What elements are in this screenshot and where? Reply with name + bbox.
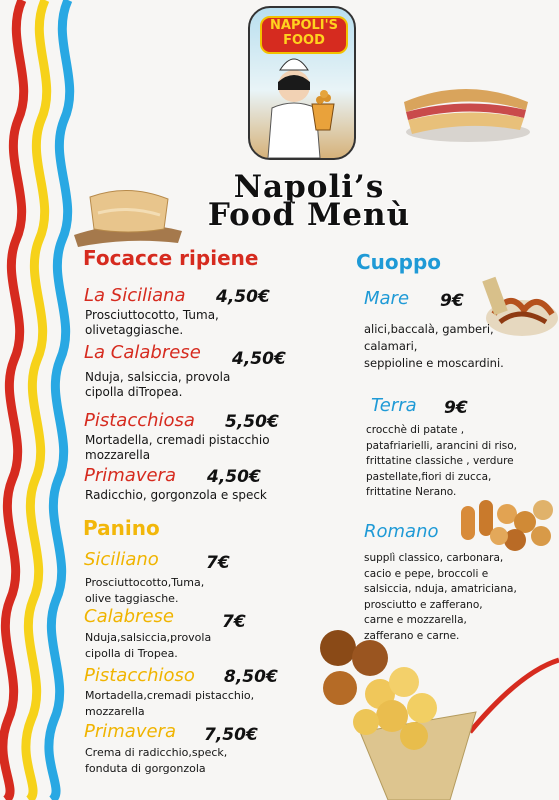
panino-item-name: Calabrese (84, 606, 174, 627)
focaccia-photo (72, 183, 184, 247)
cuoppo-item-name: Terra (371, 395, 417, 416)
focacce-item-desc: Mortadella, cremadi pistacchio mozzarella (85, 433, 270, 462)
panino-item-name: Primavera (84, 721, 176, 742)
focacce-item-name: Pistacchiosa (84, 410, 195, 431)
cuoppo-item-name: Romano (364, 521, 439, 542)
section-heading-focacce: Focacce ripiene (83, 246, 259, 270)
focacce-item-name: La Siciliana (84, 285, 186, 306)
sandwich-photo (396, 70, 536, 150)
menu-title-line2: Food Menù (207, 197, 411, 233)
focacce-item-name: Primavera (84, 465, 176, 486)
panino-item-desc: Nduja,salsiccia,provola cipolla di Tropea. (85, 631, 212, 660)
panino-item-price: 7€ (206, 553, 230, 573)
panino-item-desc: Prosciuttocotto,Tuma, olive taggiasche. (85, 576, 205, 605)
focacce-item-desc: Radicchio, gorgonzola e speck (85, 488, 267, 502)
cuoppo-item-name: Mare (364, 288, 410, 309)
section-heading-panino: Panino (83, 516, 160, 540)
focacce-item-price: 5,50€ (225, 412, 279, 432)
panino-item-desc: Mortadella,cremadi pistacchio, mozzarella (85, 689, 255, 718)
section-heading-cuoppo: Cuoppo (356, 250, 442, 274)
focacce-item-desc: Prosciuttocotto, Tuma, olivetaggiasche. (85, 308, 219, 337)
panino-item-price: 7€ (222, 612, 246, 632)
cuoppo-item-desc: crocchè di patate , patafriarielli, arancini di riso, frittatine classiche , verdure pastellate,fiori di zucca, frittatine Nerano. (366, 424, 517, 498)
focacce-item-price: 4,50€ (232, 349, 286, 369)
cuoppo-item-price: 9€ (440, 291, 464, 311)
focacce-item-price: 4,50€ (207, 467, 261, 487)
cuoppo-item-price: 9€ (444, 398, 468, 418)
logo-text-line2: FOOD (283, 33, 325, 48)
focacce-item-price: 4,50€ (216, 287, 270, 307)
panino-item-desc: Crema di radicchio,speck, fonduta di gorgonzola (85, 746, 228, 775)
panino-item-name: Pistacchioso (84, 665, 195, 686)
focacce-item-name: La Calabrese (84, 342, 201, 363)
napolis-food-logo (248, 6, 356, 160)
logo-text-line1: NAPOLI'S (270, 18, 338, 33)
panino-item-price: 8,50€ (224, 667, 278, 687)
panino-item-price: 7,50€ (204, 725, 258, 745)
cuoppo-item-desc: supplì classico, carbonara, cacio e pepe, broccoli e salsiccia, nduja, amatriciana, prosciutto e zafferano, carne e mozzarella, zafferano e carne. (364, 552, 517, 642)
pulcinella-chef-illustration (250, 8, 354, 158)
panino-item-name: Siciliano (84, 549, 159, 570)
focacce-item-desc: Nduja, salsiccia, provola cipolla diTropea. (85, 370, 231, 399)
menu-title-line1: Napoli’s (233, 169, 385, 205)
cuoppo-item-desc: alici,baccalà, gamberi, calamari, seppioline e moscardini. (364, 322, 504, 370)
